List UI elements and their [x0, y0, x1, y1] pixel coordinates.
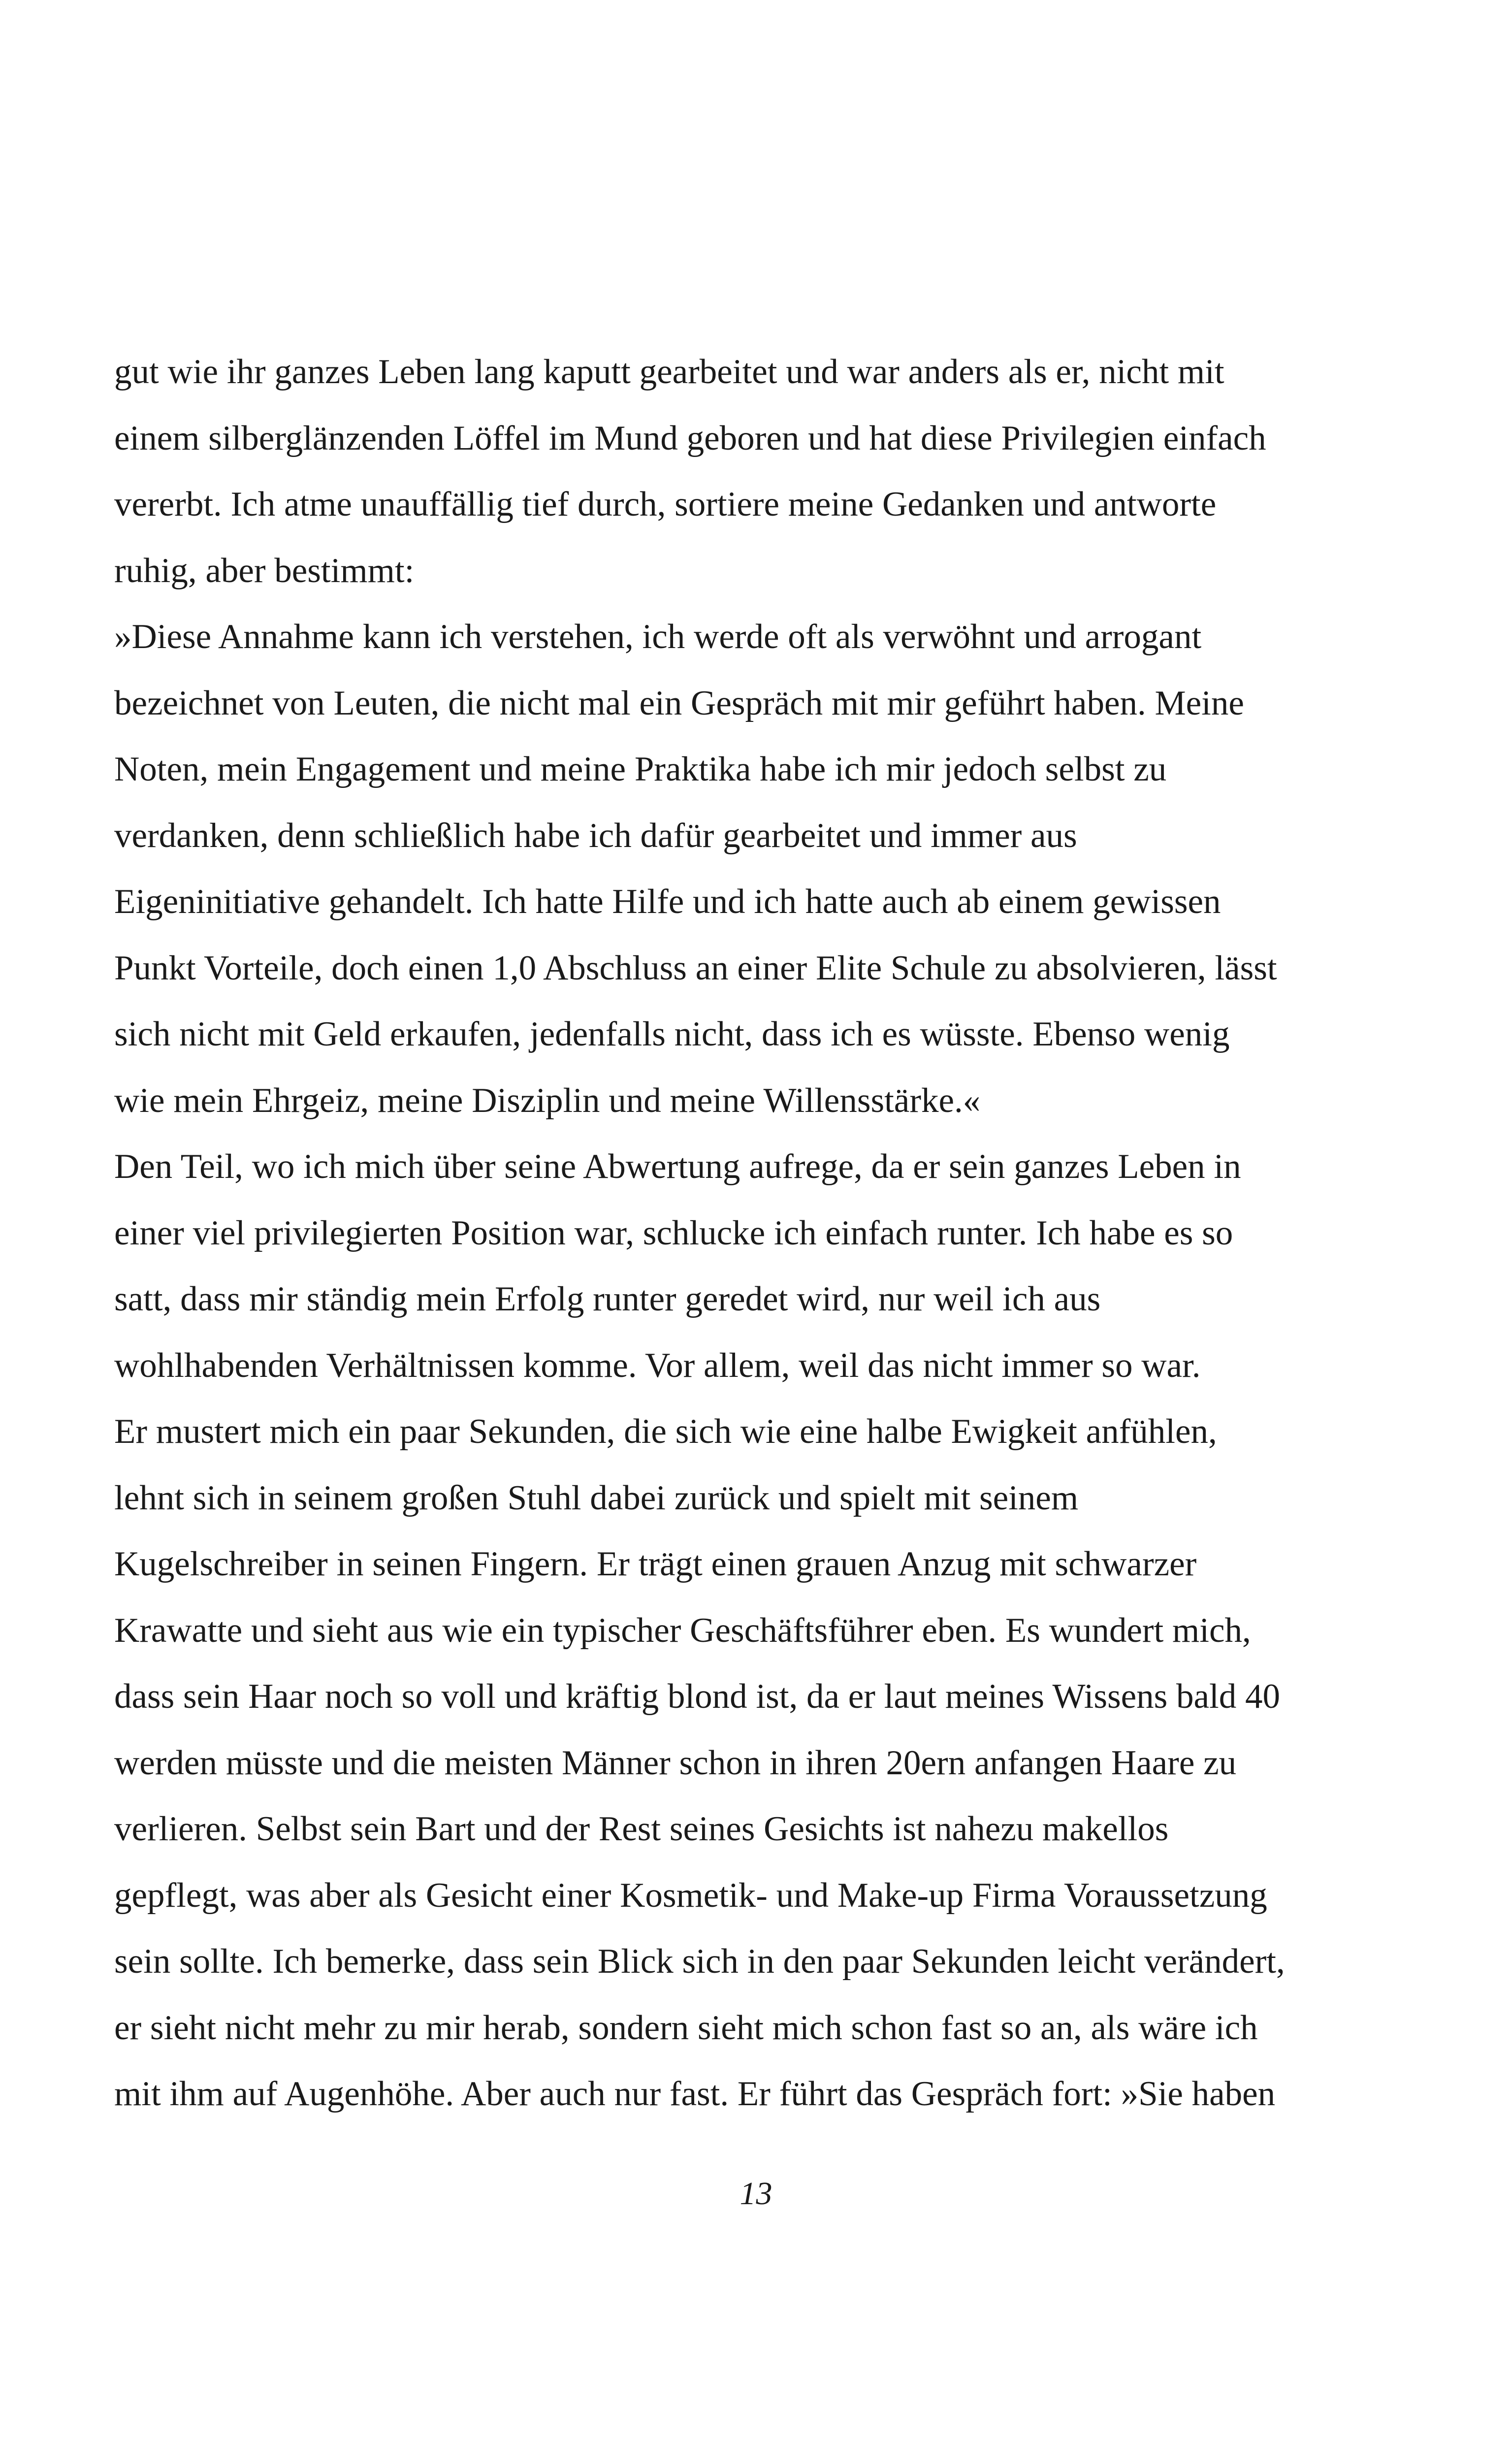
text-line: »Diese Annahme kann ich verstehen, ich werde oft als verwöhnt und arrogant	[114, 618, 1202, 656]
text-line: dass sein Haar noch so voll und kräftig blond ist, da er laut meines Wissens bald 40	[114, 1677, 1280, 1716]
text-line: lehnt sich in seinem großen Stuhl dabei zurück und spielt mit seinem	[114, 1478, 1079, 1517]
text-line: einem silberglänzenden Löffel im Mund geboren und hat diese Privilegien einfach	[114, 419, 1266, 457]
text-line: verdanken, denn schließlich habe ich dafür gearbeitet und immer aus	[114, 816, 1077, 855]
text-line: Noten, mein Engagement und meine Praktika habe ich mir jedoch selbst zu	[114, 750, 1167, 788]
text-line: gut wie ihr ganzes Leben lang kaputt gearbeitet und war anders als er, nicht mit	[114, 353, 1224, 391]
text-line: Den Teil, wo ich mich über seine Abwertung aufrege, da er sein ganzes Leben in	[114, 1147, 1241, 1186]
text-line: satt, dass mir ständig mein Erfolg runter geredet wird, nur weil ich aus	[114, 1280, 1101, 1318]
text-line: verlieren. Selbst sein Bart und der Rest seines Gesichts ist nahezu makellos	[114, 1810, 1169, 1848]
body-text	[114, 339, 1414, 2127]
text-line: ruhig, aber bestimmt:	[114, 551, 415, 590]
text-line: Er mustert mich ein paar Sekunden, die sich wie eine halbe Ewigkeit anfühlen,	[114, 1412, 1217, 1451]
page-number: 13	[740, 2176, 772, 2212]
text-line: einer viel privilegierten Position war, schlucke ich einfach runter. Ich habe es so	[114, 1213, 1233, 1252]
text-line: Eigeninitiative gehandelt. Ich hatte Hilfe und ich hatte auch ab einem gewissen	[114, 882, 1221, 921]
text-line: sein sollte. Ich bemerke, dass sein Blick sich in den paar Sekunden leicht verändert,	[114, 1942, 1285, 1981]
text-line: Krawatte und sieht aus wie ein typischer Geschäftsführer eben. Es wundert mich,	[114, 1611, 1251, 1650]
text-line: gepflegt, was aber als Gesicht einer Kosmetik- und Make-up Firma Voraussetzung	[114, 1876, 1267, 1915]
text-line: Kugelschreiber in seinen Fingern. Er trägt einen grauen Anzug mit schwarzer	[114, 1545, 1197, 1583]
text-line: vererbt. Ich atme unauffällig tief durch, sortiere meine Gedanken und antworte	[114, 485, 1217, 523]
text-line: werden müsste und die meisten Männer schon in ihren 20ern anfangen Haare zu	[114, 1743, 1237, 1782]
text-line: wie mein Ehrgeiz, meine Disziplin und meine Willensstärke.«	[114, 1081, 981, 1120]
text-line: sich nicht mit Geld erkaufen, jedenfalls nicht, dass ich es wüsste. Ebenso wenig	[114, 1015, 1230, 1053]
text-line: Punkt Vorteile, doch einen 1,0 Abschluss an einer Elite Schule zu absolvieren, lässt	[114, 948, 1277, 987]
text-line: mit ihm auf Augenhöhe. Aber auch nur fast. Er führt das Gespräch fort: »Sie haben	[114, 2075, 1276, 2113]
text-line: bezeichnet von Leuten, die nicht mal ein Gespräch mit mir geführt haben. Meine	[114, 684, 1244, 722]
text-line: er sieht nicht mehr zu mir herab, sondern sieht mich schon fast so an, als wäre ich	[114, 2008, 1258, 2047]
text-line: wohlhabenden Verhältnissen komme. Vor allem, weil das nicht immer so war.	[114, 1346, 1201, 1385]
